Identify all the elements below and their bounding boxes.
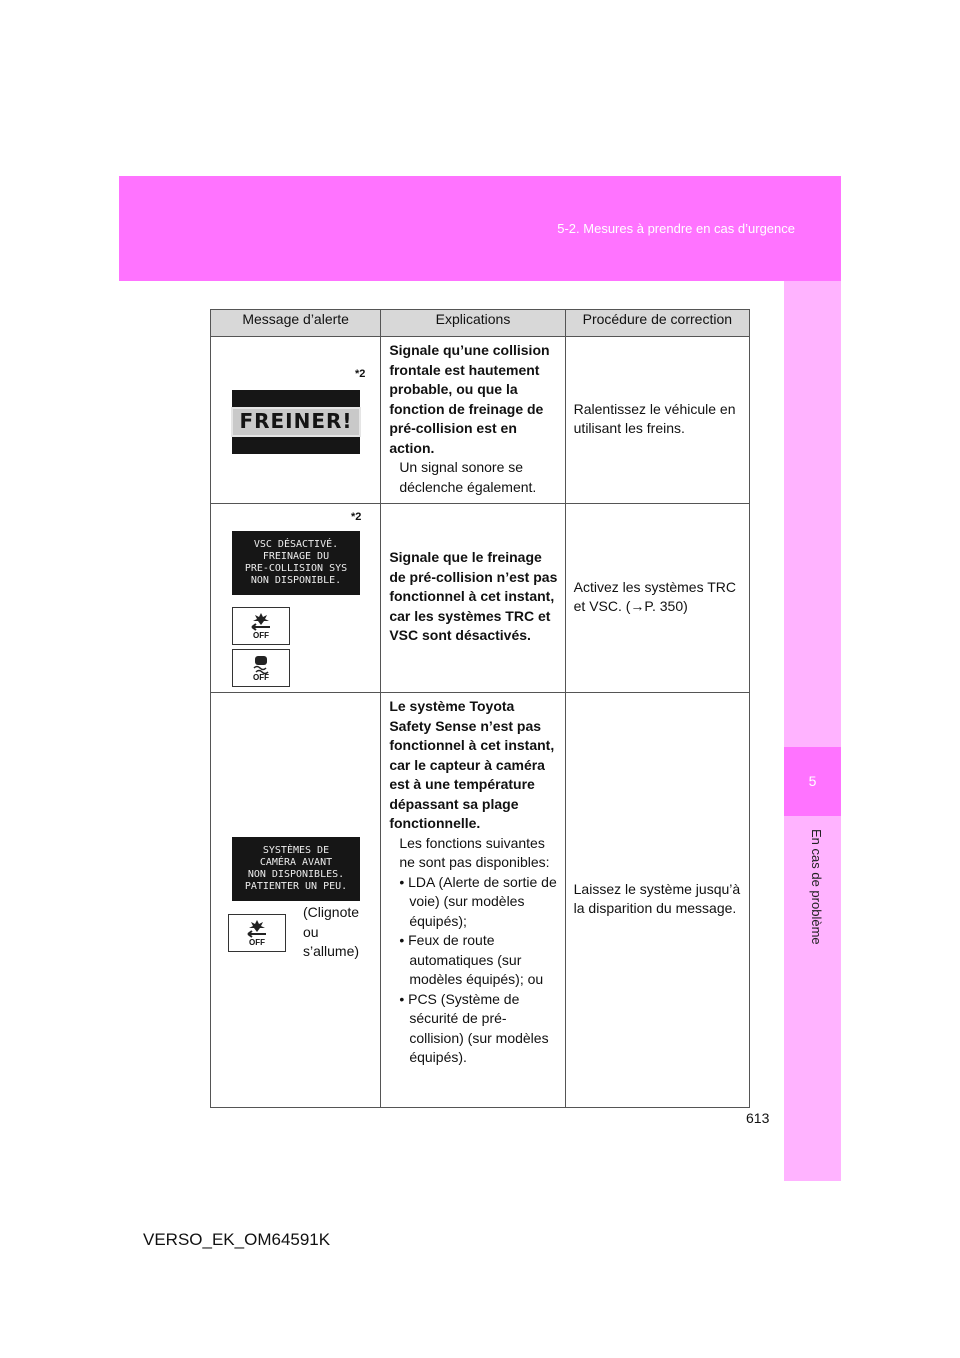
explanation-extra: Un signal sonore se déclenche également. [399, 459, 537, 495]
table-row [211, 504, 750, 693]
vsc-off-icon [232, 649, 290, 687]
correction-cell [565, 337, 749, 504]
alert-cell [211, 504, 381, 693]
document-code: VERSO_EK_OM64591K [143, 1230, 331, 1249]
explanation-intro: Les fonctions suivantes ne sont pas disponibles: [399, 834, 550, 870]
precollision-icon [242, 919, 272, 939]
explanation-cell [381, 693, 565, 1108]
skid-car-icon [246, 654, 276, 674]
chapter-number: 5 [784, 747, 841, 816]
vsc-message: VSC DÉSACTIVÉ. FREINAGE DU PRE-COLLISION SYS NON DISPONIBLE. [244, 539, 348, 586]
list-item: • PCS (Système de sécurité de pré-collision) (sur modèles équipés). [399, 990, 549, 1065]
alert-cell [211, 337, 381, 504]
section-title: 5-2. Mesures à prendre en cas d’urgence [557, 221, 795, 236]
list-item: • LDA (Alerte de sortie de voie) (sur modèles équipés); [399, 873, 557, 929]
precollision-off-icon [232, 607, 290, 645]
off-label: OFF [253, 631, 269, 640]
precollision-icon [246, 612, 276, 632]
footnote-marker: *2 [355, 368, 366, 380]
correction-cell [565, 693, 749, 1108]
freiner-message: FREINER! [231, 407, 360, 437]
header-correction: Procédure de correction [565, 310, 749, 337]
blink-note: (Clignote ou s’allume) [303, 904, 360, 959]
header-band [119, 176, 841, 281]
table-row [211, 337, 750, 504]
header-message: Message d’alerte [211, 310, 381, 337]
camera-display [232, 837, 360, 901]
freiner-display [232, 390, 360, 454]
camera-message: SYSTÈMES DE CAMÉRA AVANT NON DISPONIBLES. PATIENTER UN PEU. [244, 845, 348, 892]
vsc-display [232, 531, 360, 595]
page-number: 613 [746, 1110, 770, 1126]
side-tab [784, 281, 841, 1181]
off-label: OFF [253, 673, 269, 682]
table-header-row [211, 310, 750, 337]
header-explanations: Explications [381, 310, 565, 337]
explanation-cell [381, 504, 565, 693]
correction-text: Laissez le système jusqu’à la disparition du message. [573, 880, 741, 916]
correction-text: Activez les systèmes TRC et VSC. (→P. 350) [573, 578, 736, 614]
warning-table [210, 309, 750, 1108]
explanation-cell [381, 337, 565, 504]
explanation-text: Signale qu’une collision frontale est hautement probable, ou que la fonction de freinage de pré-collision est en action. [389, 342, 550, 456]
correction-cell [565, 504, 749, 693]
precollision-off-icon [228, 914, 286, 952]
footnote-marker: *2 [351, 511, 362, 523]
chapter-title: En cas de problème [809, 829, 824, 945]
correction-text: Ralentissez le véhicule en utilisant les freins. [573, 400, 736, 436]
explanation-text: Signale que le freinage de pré-collision n’est pas fonctionnel à cet instant, car les systèmes TRC et VSC sont désactivés. [389, 549, 558, 644]
list-item: • Feux de route automatiques (sur modèles équipés); ou [399, 932, 544, 987]
off-label: OFF [249, 938, 265, 947]
alert-cell [211, 693, 381, 1108]
explanation-text: Le système Toyota Safety Sense n’est pas fonctionnel à cet instant, car le capteur à caméra est à une température dépassant sa plage fonctionnelle. [389, 698, 555, 831]
table-row [211, 693, 750, 1108]
